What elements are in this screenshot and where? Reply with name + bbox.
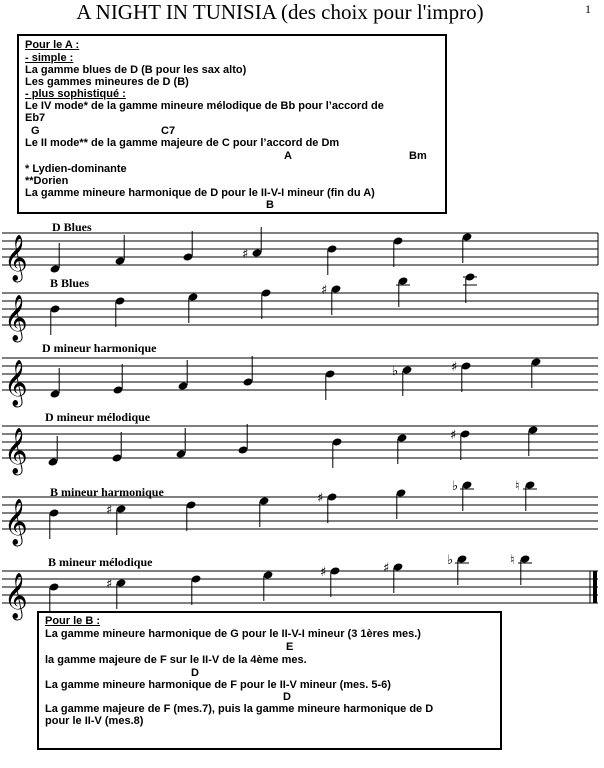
treble-clef-icon: 𝄞: [4, 428, 28, 474]
footnote: **Dorien: [25, 175, 69, 187]
chord-label: D: [191, 667, 199, 679]
box-a-line: Les gammes mineures de D (B): [25, 76, 189, 88]
note: [462, 232, 473, 263]
note: [447, 553, 469, 585]
footnote: * Lydien-dominante: [25, 163, 127, 175]
note: [321, 283, 341, 315]
sophisticated-label: - plus sophistiqué :: [25, 88, 126, 100]
box-a-line: Eb7: [25, 112, 46, 124]
note: [48, 436, 59, 467]
treble-clef-icon: 𝄞: [4, 573, 28, 619]
scale-label: B mineur mélodique: [48, 555, 153, 569]
note: [176, 428, 187, 459]
treble-clef-icon: 𝄞: [4, 295, 28, 341]
note: [320, 565, 340, 597]
note: [186, 500, 197, 531]
note: [325, 369, 336, 400]
note: [49, 508, 60, 539]
chord-label: G: [31, 125, 40, 137]
chord-label: A: [284, 150, 292, 162]
section-b-box: [37, 611, 502, 750]
note: [188, 292, 199, 323]
simple-label: - simple :: [25, 52, 74, 64]
staff: [2, 341, 598, 408]
note: [115, 296, 126, 327]
sharp-icon: ♯: [106, 503, 113, 518]
box-b-line: La gamme mineure harmonique de G pour le II-V-I mineur (3 1ères mes.): [45, 628, 421, 640]
staff: [2, 220, 598, 283]
note: [106, 503, 126, 535]
box-a-line: La gamme mineure harmonique de D pour le II-V-I mineur (fin du A): [25, 187, 375, 199]
note: [515, 479, 537, 511]
flat-icon: ♭: [392, 364, 399, 379]
sharp-icon: ♯: [242, 247, 249, 262]
note: [531, 357, 542, 388]
final-bar-line: [593, 571, 597, 603]
note: [263, 570, 274, 601]
box-b-line: La gamme majeure de F (mes.7), puis la gamme mineure harmonique de D: [45, 703, 434, 715]
note: [49, 582, 60, 613]
chord-label: C7: [161, 125, 176, 137]
staff: [2, 410, 598, 476]
sharp-icon: ♯: [317, 491, 324, 506]
box-b-line: la gamme majeure de F sur le II-V de la 4ème mes.: [45, 654, 307, 666]
note: [392, 364, 412, 396]
note: [451, 360, 471, 392]
note: [332, 437, 343, 468]
note: [113, 364, 124, 395]
note: [261, 288, 272, 319]
flat-icon: ♭: [452, 479, 459, 494]
box-a-line: Le II mode** de la gamme majeure de C pour l’accord de Dm: [25, 137, 340, 149]
treble-clef-icon: 𝄞: [4, 360, 28, 406]
staff: [2, 272, 598, 343]
note: [510, 553, 532, 585]
note: [115, 235, 126, 266]
note: [178, 360, 189, 391]
box-a-line: Le IV mode* de la gamme mineure mélodique de Bb pour l’accord de: [25, 100, 384, 112]
note: [393, 236, 404, 267]
note: [243, 356, 254, 387]
natural-icon: ♮: [515, 479, 520, 494]
box-b-line: La gamme mineure harmonique de F pour le II-V mineur (mes. 5-6): [45, 679, 391, 691]
note: [183, 231, 194, 262]
section-b-heading: Pour le B :: [45, 615, 101, 627]
note: [396, 276, 410, 307]
note: [112, 432, 123, 463]
note: [450, 428, 470, 460]
chord-label: B: [266, 199, 274, 211]
note: [397, 433, 408, 464]
chord-label: D: [283, 691, 291, 703]
chord-label: E: [286, 641, 294, 653]
sharp-icon: ♯: [321, 283, 328, 298]
note: [327, 244, 338, 275]
scale-label: B Blues: [50, 276, 90, 290]
natural-icon: ♮: [510, 553, 515, 568]
flat-icon: ♭: [447, 553, 454, 568]
note: [50, 243, 61, 274]
sharp-icon: ♯: [106, 577, 113, 592]
note: [259, 496, 270, 527]
box-b-line: pour le II-V (mes.8): [45, 715, 144, 727]
scale-label: B mineur harmonique: [50, 485, 164, 499]
staff: [2, 479, 598, 547]
page-number: 1: [585, 2, 591, 16]
note: [50, 304, 61, 335]
note: [463, 272, 477, 303]
note: [50, 368, 61, 399]
sharp-icon: ♯: [451, 360, 458, 375]
scale-label: D Blues: [52, 220, 92, 234]
note: [238, 424, 249, 455]
note: [452, 479, 474, 511]
note: [106, 577, 126, 609]
treble-clef-icon: 𝄞: [4, 499, 28, 545]
scale-label: D mineur mélodique: [45, 410, 151, 424]
scale-label: D mineur harmonique: [42, 341, 157, 355]
chord-label: Bm: [409, 150, 427, 162]
sharp-icon: ♯: [320, 565, 327, 580]
note: [383, 561, 403, 593]
note: [191, 574, 202, 605]
note: [317, 491, 337, 523]
page-title: A NIGHT IN TUNISIA (des choix pour l'impro): [76, 0, 484, 24]
sharp-icon: ♯: [383, 561, 390, 576]
sharp-icon: ♯: [450, 428, 457, 443]
note: [528, 425, 539, 456]
section-a-heading: Pour le A :: [25, 39, 80, 51]
treble-clef-icon: 𝄞: [4, 235, 28, 281]
box-a-line: La gamme blues de D (B pour les sax alto): [25, 64, 247, 76]
note: [396, 488, 407, 519]
